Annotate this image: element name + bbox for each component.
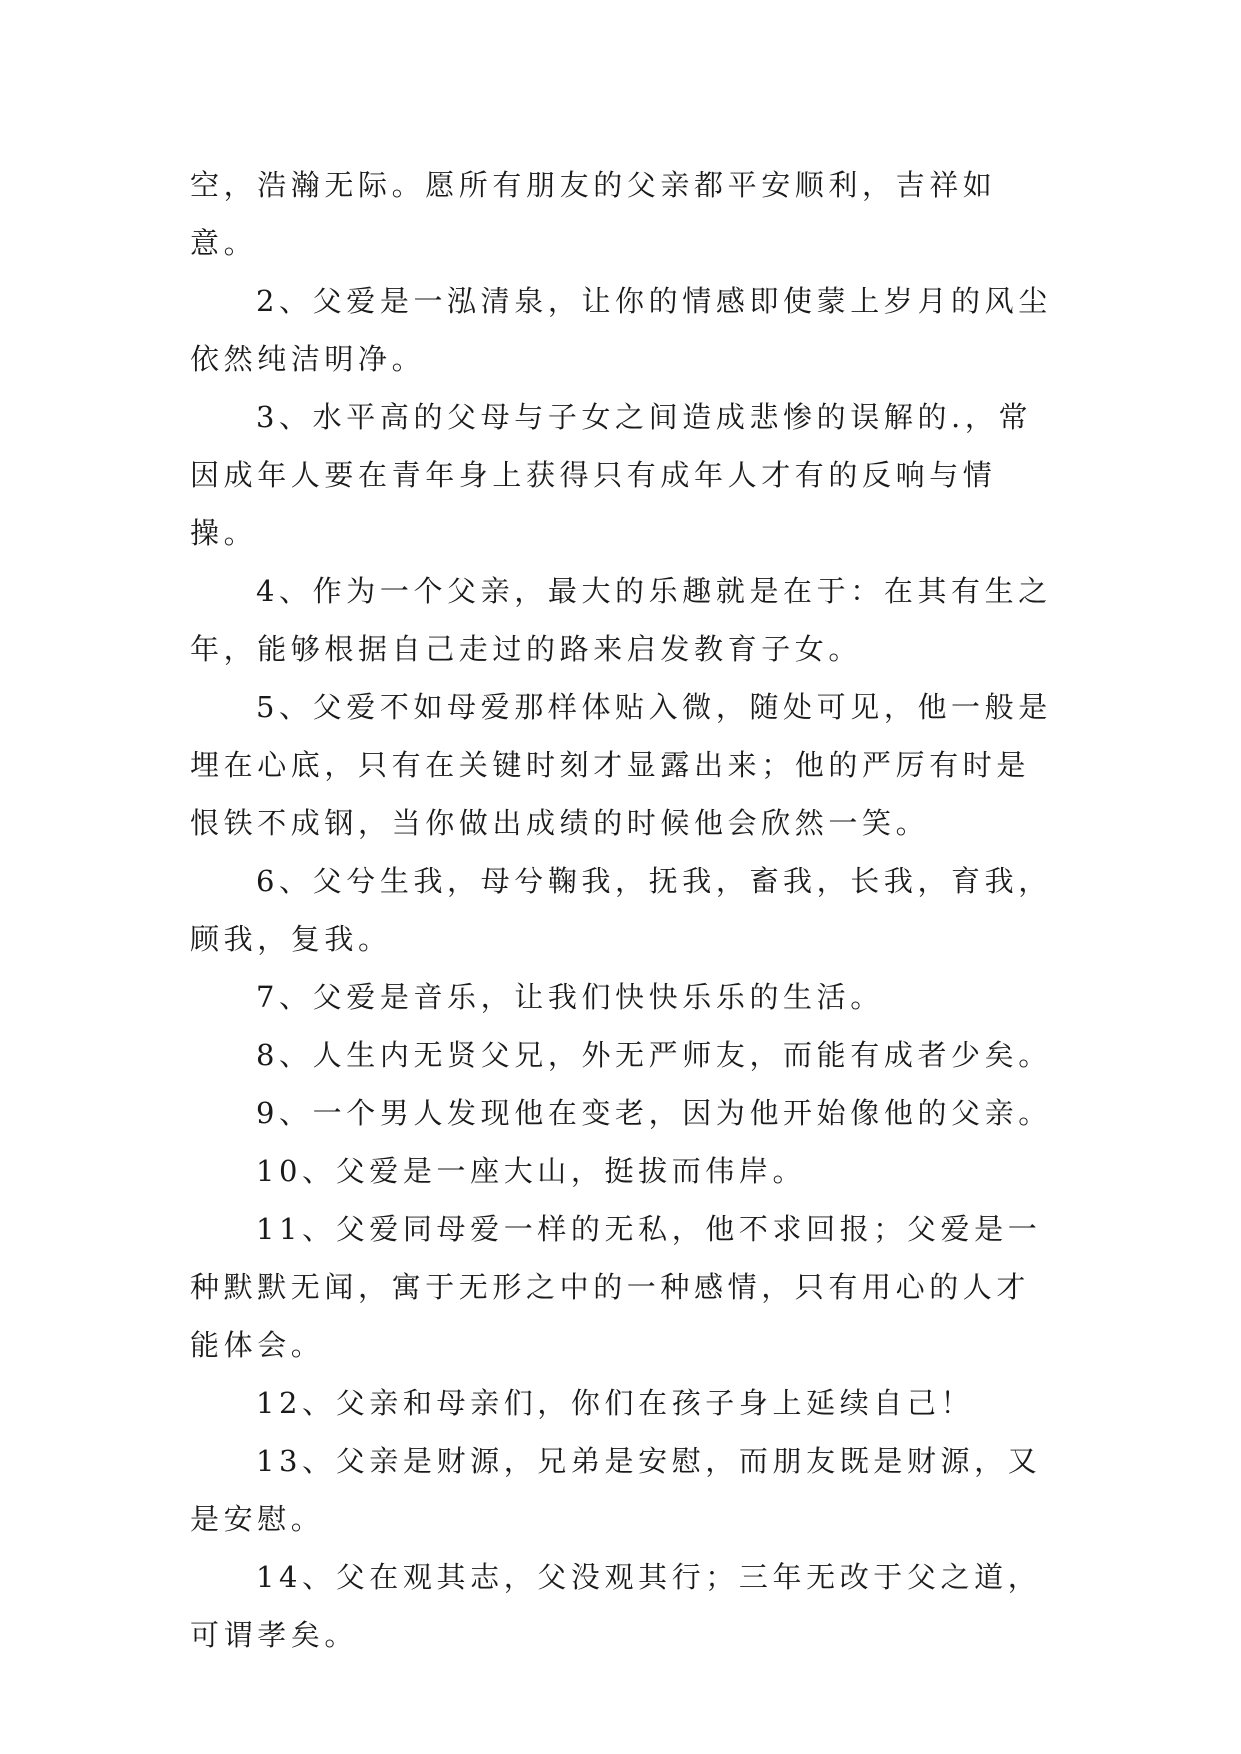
paragraph-5: 6、父兮生我，母兮鞠我，抚我，畜我，长我，育我，顾我，复我。 bbox=[190, 864, 1052, 956]
paragraph-13: 14、父在观其志，父没观其行；三年无改于父之道，可谓孝矣。 bbox=[190, 1560, 1042, 1652]
paragraph-2: 3、水平高的父母与子女之间造成悲惨的误解的.，常因成年人要在青年身上获得只有成年人才有的反响与情操。 bbox=[190, 400, 1033, 550]
paragraph-11: 12、父亲和母亲们，你们在孩子身上延续自己！ bbox=[256, 1386, 975, 1420]
paragraph-9: 10、父爱是一座大山，挺拔而伟岸。 bbox=[256, 1154, 807, 1188]
paragraph-6: 7、父爱是音乐，让我们快快乐乐的生活。 bbox=[256, 980, 884, 1014]
paragraph-8: 9、一个男人发现他在变老，因为他开始像他的父亲。 bbox=[256, 1096, 1052, 1130]
paragraph-3: 4、作为一个父亲，最大的乐趣就是在于：在其有生之年，能够根据自己走过的路来启发教育子女。 bbox=[190, 574, 1052, 666]
paragraph-10: 11、父爱同母爱一样的无私，他不求回报；父爱是一种默默无闻，寓于无形之中的一种感情，只有用心的人才能体会。 bbox=[190, 1212, 1042, 1362]
paragraph-12: 13、父亲是财源，兄弟是安慰，而朋友既是财源，又是安慰。 bbox=[190, 1444, 1042, 1536]
paragraph-0: 空，浩瀚无际。愿所有朋友的父亲都平安顺利，吉祥如意。 bbox=[190, 168, 997, 260]
paragraph-4: 5、父爱不如母爱那样体贴入微，随处可见，他一般是埋在心底，只有在关键时刻才显露出来；他的严厉有时是恨铁不成钢，当你做出成绩的时候他会欣然一笑。 bbox=[190, 690, 1052, 840]
paragraph-7: 8、人生内无贤父兄，外无严师友，而能有成者少矣。 bbox=[256, 1038, 1052, 1072]
paragraph-1: 2、父爱是一泓清泉，让你的情感即使蒙上岁月的风尘依然纯洁明净。 bbox=[190, 284, 1052, 376]
document-body bbox=[190, 156, 1052, 1664]
